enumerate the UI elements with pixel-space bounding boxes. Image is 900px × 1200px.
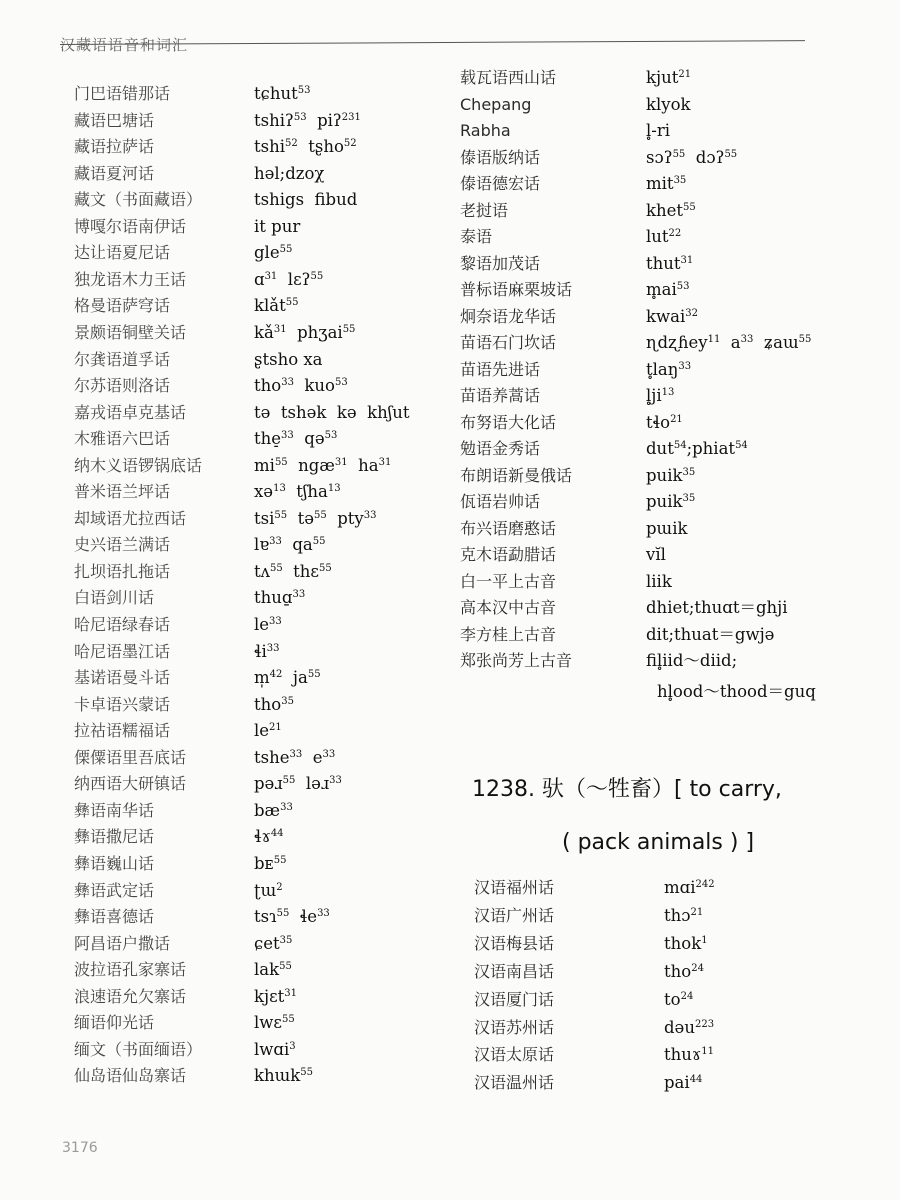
- phonetic-form: gle$^{55}$: [254, 243, 293, 263]
- language-name: 独龙语木力王话: [74, 269, 187, 289]
- right-column-top: [460, 66, 840, 716]
- phonetic-form: dhiet;thuɑt＝ghji: [646, 598, 788, 617]
- phonetic-form: xə$^{13}$ tʃha$^{13}$: [254, 482, 341, 502]
- phonetic-form: l̥-ri: [646, 121, 671, 140]
- phonetic-form: tɬo$^{21}$: [646, 412, 683, 432]
- language-name: 郑张尚芳上古音: [460, 651, 573, 670]
- language-name: 藏语夏河话: [74, 163, 155, 183]
- language-name: 彝语撒尼话: [74, 827, 155, 847]
- phonetic-form: $mi^{55}$ ngæ$^{31}$ $ha^{31}$: [254, 455, 392, 475]
- language-name: 彝语南华话: [74, 800, 155, 820]
- phonetic-form: $m̥ai^{53}$: [646, 280, 690, 299]
- phonetic-form: tshigs fibud: [254, 190, 358, 210]
- phonetic-form: $to^{24}$: [664, 989, 694, 1009]
- phonetic-form: mɑi$^{242}$: [664, 878, 715, 897]
- phonetic-form: tsi$^{55}$ tə$^{55}$ pty$^{33}$: [254, 508, 377, 528]
- language-name: 嘉戎语卓克基话: [74, 402, 187, 422]
- language-name: 纳木义语锣锅底话: [74, 455, 203, 475]
- language-name: 彝语巍山话: [74, 853, 155, 873]
- phonetic-form: lut$^{22}$: [646, 227, 682, 246]
- left-column: [74, 82, 414, 1102]
- phonetic-form: həl;dzoχ: [254, 163, 325, 183]
- language-name: 汉语厦门话: [474, 989, 555, 1009]
- phonetic-form: liik: [646, 571, 672, 591]
- language-name: 哈尼语绿春话: [74, 615, 171, 634]
- phonetic-form: ɬɤ$^{44}$: [254, 827, 284, 847]
- phonetic-form: ɕet$^{35}$: [254, 933, 293, 953]
- entry-heading-line2: ( pack animals ) ]: [562, 830, 755, 855]
- language-name: 缅语仰光话: [74, 1013, 155, 1033]
- phonetic-form: tsɿ$^{55}$ ɬe$^{33}$: [254, 907, 330, 927]
- language-name: 李方桂上古音: [460, 624, 557, 644]
- language-name: 尔龚语道孚话: [74, 349, 171, 369]
- phonetic-form: t̥laŋ$^{33}$: [646, 359, 692, 379]
- phonetic-form: it pur: [254, 216, 301, 236]
- language-name: 达让语夏尼话: [74, 243, 171, 263]
- phonetic-form: $le^{21}$: [254, 721, 282, 741]
- phonetic-form: tshi$^{52}$ tʂho$^{52}$: [254, 137, 357, 157]
- language-name: 佤语岩帅话: [460, 492, 541, 511]
- phonetic-form: tshe$^{33}$ $e^{33}$: [254, 747, 336, 767]
- right-column-bottom: [474, 876, 854, 1106]
- phonetic-form: $bæ^{33}$: [254, 800, 293, 820]
- running-header: 汉藏语语音和词汇: [60, 36, 189, 54]
- phonetic-form: kjut$^{21}$: [646, 68, 692, 87]
- language-name: 布朗语新曼俄话: [460, 465, 573, 485]
- language-name: 汉语苏州话: [474, 1017, 555, 1037]
- phonetic-form: bᴇ$^{55}$: [254, 853, 287, 873]
- phonetic-form: lak$^{55}$: [254, 960, 292, 980]
- language-name: 普标语麻栗坡话: [460, 280, 573, 299]
- language-name: 门巴语错那话: [74, 84, 171, 103]
- language-name: 史兴语兰满话: [74, 535, 171, 555]
- phonetic-form: $kǎ^{31}$ phʒai$^{55}$: [254, 322, 356, 342]
- phonetic-form: tho$^{33}$ kuo$^{53}$: [254, 376, 348, 396]
- language-name: 基诺语曼斗话: [74, 668, 171, 688]
- phonetic-form: dəu$^{223}$: [664, 1017, 715, 1037]
- language-name: 黎语加茂话: [460, 253, 541, 273]
- phonetic-form: tho$^{24}$: [664, 961, 704, 981]
- language-name: 汉语温州话: [474, 1073, 555, 1093]
- language-name: 傣语版纳话: [460, 147, 541, 167]
- language-name: 载瓦语西山话: [460, 68, 557, 87]
- language-name: 尔苏语则洛话: [74, 376, 171, 396]
- phonetic-form: kjɛt$^{31}$: [254, 986, 298, 1006]
- language-name: 彝语喜德话: [74, 907, 155, 927]
- phonetic-form: thuɑ̱$^{33}$: [254, 588, 306, 608]
- form-continuation: hl̥ood～thood＝guq: [657, 682, 816, 701]
- page-number: 3176: [62, 1140, 98, 1156]
- language-name: 波拉语孔家寨话: [74, 960, 187, 980]
- language-name: 藏语拉萨话: [74, 137, 155, 157]
- phonetic-form: khet$^{55}$: [646, 200, 696, 220]
- phonetic-form: dit;thuat＝gwjə: [646, 624, 775, 644]
- phonetic-form: tə tshək kə khʃut: [254, 402, 410, 422]
- phonetic-form: ʈɯ$^2$: [254, 880, 283, 900]
- phonetic-form: ɑ$^{31}$ lɛʔ$^{55}$: [254, 269, 324, 289]
- language-name: 白语剑川话: [74, 588, 155, 608]
- phonetic-form: tʌ$^{55}$ thɛ$^{55}$: [254, 561, 332, 581]
- phonetic-form: lwɑi$^3$: [254, 1039, 296, 1059]
- language-name: 汉语广州话: [474, 905, 555, 925]
- phonetic-form: thɔ$^{21}$: [664, 905, 704, 925]
- language-name: 炯奈语龙华话: [460, 306, 557, 326]
- language-name: 苗语养蒿话: [460, 386, 541, 405]
- language-name: 拉祜语糯福话: [74, 721, 171, 741]
- phonetic-form: klǎt$^{55}$: [254, 296, 299, 316]
- phonetic-form: lɐ$^{33}$ $qa^{55}$: [254, 535, 326, 555]
- language-name: 哈尼语墨江话: [74, 641, 171, 661]
- language-name: 浪速语允欠寨话: [74, 986, 187, 1006]
- language-name: 藏语巴塘话: [74, 110, 155, 130]
- phonetic-form: puik$^{35}$: [646, 492, 696, 511]
- language-name: 白一平上古音: [460, 571, 557, 591]
- phonetic-form: vĭl: [646, 545, 666, 564]
- language-name: 扎坝语扎拖话: [74, 561, 171, 581]
- phonetic-form: the̠$^{33}$ qə$^{53}$: [254, 429, 338, 449]
- phonetic-form: ɬi$^{33}$: [254, 641, 280, 661]
- language-name: 格曼语萨穹话: [74, 296, 171, 316]
- phonetic-form: m̩$^{42}$ $ja^{55}$: [254, 668, 321, 688]
- phonetic-form: dut$^{54}$;phiat$^{54}$: [646, 439, 748, 458]
- language-name: 汉语福州话: [474, 878, 555, 897]
- language-name: 汉语南昌话: [474, 961, 555, 981]
- phonetic-form: puik$^{35}$: [646, 465, 696, 485]
- language-name: Rabha: [460, 121, 511, 140]
- language-name: 布兴语磨憨话: [460, 518, 557, 538]
- language-name: 泰语: [460, 227, 493, 246]
- language-name: 高本汉中古音: [460, 598, 557, 617]
- phonetic-form: $l̥ji^{13}$: [646, 386, 675, 405]
- phonetic-form: $le^{33}$: [254, 615, 282, 634]
- language-name: 克木语勐腊话: [460, 545, 557, 564]
- phonetic-form: tshiʔ$^{53}$ piʔ$^{231}$: [254, 110, 361, 130]
- language-name: 缅文（书面缅语）: [74, 1039, 203, 1059]
- phonetic-form: sɔʔ$^{55}$ dɔʔ$^{55}$: [646, 147, 738, 167]
- language-name: Chepang: [460, 94, 532, 114]
- language-name: 普米语兰坪话: [74, 482, 171, 502]
- language-name: 阿昌语户撒话: [74, 933, 171, 953]
- phonetic-form: tɕhut$^{53}$: [254, 84, 311, 103]
- language-name: 仙岛语仙岛寨话: [74, 1066, 187, 1086]
- phonetic-form: fil̥iid～diid;: [646, 651, 738, 670]
- phonetic-form: thuɤ$^{11}$: [664, 1045, 714, 1065]
- phonetic-form: pɯik: [646, 518, 688, 538]
- language-name: 纳西语大研镇话: [74, 774, 187, 794]
- phonetic-form: kwai$^{32}$: [646, 306, 698, 326]
- language-name: 博嘎尔语南伊话: [74, 216, 187, 236]
- language-name: 老挝语: [460, 200, 509, 220]
- language-name: 布努语大化话: [460, 412, 557, 432]
- entry-heading-line1: 1238. 驮（～牲畜）[ to carry,: [472, 777, 782, 802]
- phonetic-form: pai$^{44}$: [664, 1073, 703, 1093]
- phonetic-form: khɯk$^{55}$: [254, 1066, 314, 1086]
- language-name: 苗语石门坎话: [460, 333, 557, 352]
- language-name: 汉语太原话: [474, 1045, 555, 1065]
- language-name: 傣语德宏话: [460, 174, 541, 193]
- phonetic-form: tho$^{35}$: [254, 694, 294, 714]
- phonetic-form: pəɹ$^{55}$ ləɹ$^{33}$: [254, 774, 342, 794]
- phonetic-form: mit$^{35}$: [646, 174, 687, 193]
- phonetic-form: thut$^{31}$: [646, 253, 694, 273]
- phonetic-form: lwɛ$^{55}$: [254, 1013, 295, 1033]
- language-name: 彝语武定话: [74, 880, 155, 900]
- language-name: 却域语尤拉西话: [74, 508, 187, 528]
- language-name: 藏文（书面藏语）: [74, 190, 203, 210]
- language-name: 景颇语铜壁关话: [74, 322, 187, 342]
- language-name: 卡卓语兴蒙话: [74, 694, 171, 714]
- language-name: 木雅语六巴话: [74, 429, 171, 449]
- language-name: 苗语先进话: [460, 359, 541, 379]
- phonetic-form: ʂtsho xa: [254, 349, 323, 369]
- language-name: 汉语梅县话: [474, 933, 555, 953]
- phonetic-form: ɳdʐɦey$^{11}$ $a^{33}$ ʑaɯ$^{55}$: [646, 333, 812, 352]
- language-name: 傈僳语里吾底话: [74, 747, 187, 767]
- phonetic-form: thok$^1$: [664, 933, 708, 953]
- phonetic-form: klyok: [646, 94, 691, 114]
- language-name: 勉语金秀话: [460, 439, 541, 458]
